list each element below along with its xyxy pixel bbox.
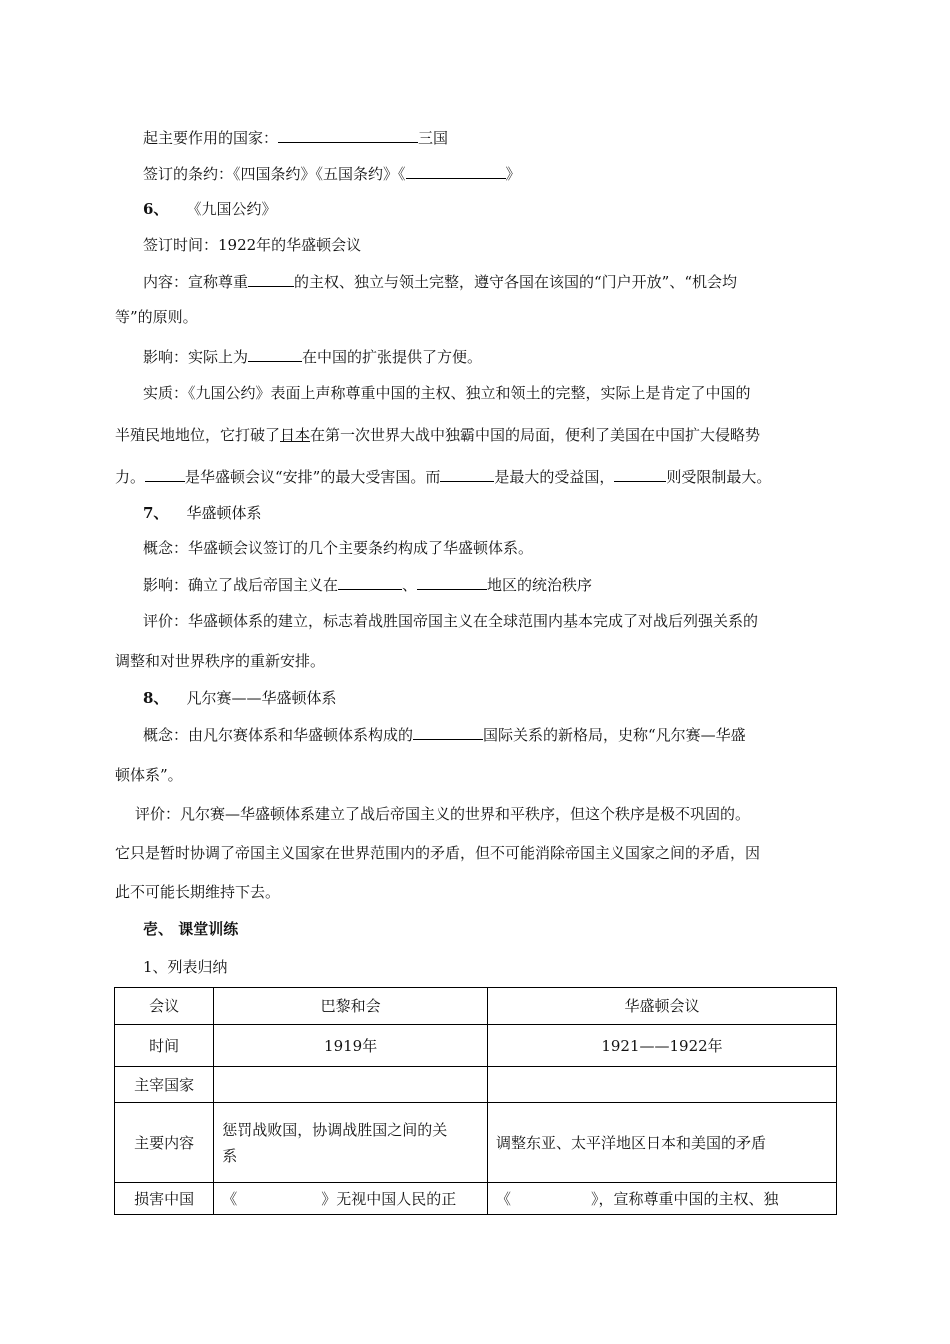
line-concept-8-cont: 顿体系”。 <box>115 766 183 784</box>
blank-field[interactable] <box>440 466 494 482</box>
table-header-cell: 会议 <box>115 988 214 1025</box>
blank-field[interactable] <box>413 724 483 740</box>
line-concept: 概念：华盛顿会议签订的几个主要条约构成了华盛顿体系。 <box>143 539 534 557</box>
line-sign-time: 签订时间：1922年的华盛顿会议 <box>143 236 362 254</box>
table-cell-line: 惩罚战败国，协调战胜国之间的关 <box>222 1120 448 1139</box>
line-content: 内容：宣称尊重 的主权、独立与领土完整，遵守各国在该国的“门户开放”、“机会均 <box>143 273 738 291</box>
table-row <box>115 1025 837 1067</box>
line-evaluation-8: 评价：凡尔赛—华盛顿体系建立了战后帝国主义的世界和平秩序，但这个秩序是极不巩固的。 <box>135 805 751 823</box>
table-row <box>115 1103 837 1183</box>
line-essence-cont2: 力。 是华盛顿会议“安排”的最大受害国。而 是最大的受益国， 则受限制最大。 <box>115 468 772 486</box>
line-impact-7: 影响：确立了战后帝国主义在 、 地区的统治秩序 <box>143 576 593 594</box>
table-row <box>115 988 837 1025</box>
section-practice-heading: 壱、 课堂训练 <box>143 920 239 938</box>
line-evaluation-8-cont2: 此不可能长期维持下去。 <box>115 883 281 901</box>
table-row-label: 主要内容 <box>115 1103 214 1183</box>
table-cell: 《 》无视中国人民的正 <box>214 1183 488 1215</box>
section-8-heading: 8、 凡尔赛——华盛顿体系 <box>143 689 337 707</box>
table-row <box>115 1067 837 1103</box>
table-row-label: 主宰国家 <box>115 1067 214 1103</box>
table-cell-line: 系 <box>222 1146 238 1165</box>
table-cell: 《 》，宣称尊重中国的主权、独 <box>488 1183 837 1215</box>
line-impact: 影响：实际上为 在中国的扩张提供了方便。 <box>143 348 483 366</box>
line-essence: 实质：《九国公约》表面上声称尊重中国的主权、独立和领土的完整，实际上是肯定了中国的 <box>143 384 751 402</box>
line-evaluation-8-cont: 它只是暂时协调了帝国主义国家在世界范围内的矛盾，但不可能消除帝国主义国家之间的矛盾，因 <box>115 844 761 862</box>
blank-field[interactable] <box>614 466 666 482</box>
line-content-cont: 等”的原则。 <box>115 308 198 326</box>
line-evaluation-cont: 调整和对世界秩序的重新安排。 <box>115 652 326 670</box>
blank-field[interactable] <box>417 574 487 590</box>
table-row-label: 时间 <box>115 1025 214 1067</box>
table-row <box>115 1183 837 1215</box>
blank-field[interactable] <box>248 346 302 362</box>
table-header-cell: 华盛顿会议 <box>488 988 837 1025</box>
summary-table <box>114 987 837 1215</box>
line-concept-8: 概念：由凡尔赛体系和华盛顿体系构成的 国际关系的新格局，史称“凡尔赛—华盛 <box>143 726 746 744</box>
table-row-label: 损害中国 <box>115 1183 214 1215</box>
table-cell: 1921——1922年 <box>488 1025 837 1067</box>
table-cell: 1919年 <box>214 1025 488 1067</box>
line-table-intro: 1、列表归纳 <box>143 958 228 976</box>
table-header-cell: 巴黎和会 <box>214 988 488 1025</box>
blank-field[interactable] <box>338 574 402 590</box>
blank-field[interactable] <box>406 163 506 179</box>
line-treaties: 签订的条约：《四国条约》《五国条约》《 》 <box>143 165 521 183</box>
section-6-heading: 6、 《九国公约》 <box>143 200 277 218</box>
table-cell[interactable] <box>488 1067 837 1103</box>
line-evaluation: 评价：华盛顿体系的建立，标志着战胜国帝国主义在全球范围内基本完成了对战后列强关系的 <box>143 612 759 630</box>
line-major-countries: 起主要作用的国家： 三国 <box>143 129 449 147</box>
line-essence-cont: 半殖民地地位，它打破了日本在第一次世界大战中独霸中国的局面，便利了美国在中国扩大侵略势 <box>115 426 761 444</box>
blank-field[interactable] <box>248 271 294 287</box>
blank-field[interactable] <box>278 127 418 143</box>
table-cell <box>214 1103 488 1183</box>
section-7-heading: 7、 华盛顿体系 <box>143 504 262 522</box>
blank-field[interactable] <box>145 466 185 482</box>
table-cell[interactable] <box>214 1067 488 1103</box>
table-cell: 调整东亚、太平洋地区日本和美国的矛盾 <box>488 1103 837 1183</box>
